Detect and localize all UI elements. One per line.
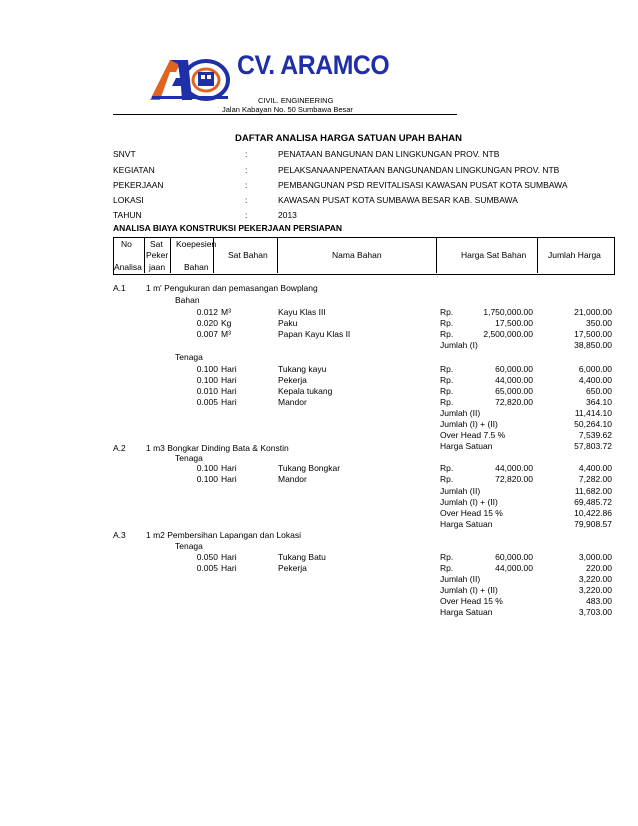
rp: Rp. [440,386,454,396]
koef: 0.010 [196,386,218,396]
item-title: 1 m2 Pembersihan Lapangan dan Lokasi [146,530,301,540]
sat: Hari [221,474,237,484]
sat: Hari [221,364,237,374]
info-label: PEKERJAAN [113,180,164,190]
info-label: TAHUN [113,210,142,220]
jumlah: 220.00 [586,563,612,573]
sat: Hari [221,563,237,573]
info-label: LOKASI [113,195,144,205]
sum-label: Over Head 15 % [440,508,503,518]
sum-label: Harga Satuan [440,519,493,529]
rp: Rp. [440,552,454,562]
sat: M³ [221,307,231,317]
group-label: Bahan [175,295,200,305]
harga: 72,820.00 [495,397,533,407]
section-title: ANALISA BIAYA KONSTRUKSI PEKERJAAN PERSIAPAN [113,223,343,233]
info-value: PELAKSANAANPENATAAN BANGUNANDAN LINGKUNGAN PROV. NTB [278,165,560,175]
nama: Tukang Bongkar [278,463,341,473]
jumlah: 4,400.00 [578,375,612,385]
col-divider [170,237,171,273]
jumlah: 3,000.00 [578,552,612,562]
company-name: CV. ARAMCO [237,50,390,80]
koef: 0.005 [196,397,218,407]
th-analisa: Analisa [114,262,142,272]
sum-label: Over Head 7.5 % [440,430,506,440]
rp: Rp. [440,329,454,339]
sum-value: 3,703.00 [578,607,612,617]
sum-value: 50,264.10 [574,419,612,429]
info-sep: : [245,210,248,220]
sat: Hari [221,463,237,473]
harga: 1,750,000.00 [483,307,533,317]
th-koef: Koepesien [176,239,217,249]
rp: Rp. [440,364,454,374]
info-value: KAWASAN PUSAT KOTA SUMBAWA BESAR KAB. SUMBAWA [278,195,518,205]
sum-value: 11,682.00 [574,486,612,496]
item-no: A.2 [113,443,126,453]
rp: Rp. [440,318,454,328]
header-rule [113,114,457,115]
harga: 65,000.00 [495,386,533,396]
harga: 72,820.00 [495,474,533,484]
rp: Rp. [440,563,454,573]
th-jaan: jaan [149,262,166,272]
sum-label: Jumlah (I) + (II) [440,585,498,595]
koef: 0.012 [196,307,218,317]
col-divider [144,237,145,273]
item-title: 1 m3 Bongkar Dinding Bata & Konstin [146,443,289,453]
nama: Paku [278,318,298,328]
jumlah: 7,282.00 [578,474,612,484]
item-no: A.1 [113,283,126,293]
rp: Rp. [440,375,454,385]
sat: Kg [221,318,232,328]
sat: Hari [221,552,237,562]
sum-value: 483.00 [586,596,612,606]
sum-value: 38,850.00 [574,340,612,350]
info-label: SNVT [113,149,136,159]
sat: Hari [221,397,237,407]
th-koef-bahan: Bahan [184,262,209,272]
th-peker: Peker [146,250,169,260]
sum-value: 10,422.86 [574,508,612,518]
nama: Papan Kayu Klas II [278,329,351,339]
col-divider [436,237,437,273]
harga: 44,000.00 [495,563,533,573]
th-no: No [121,239,132,249]
info-value: PEMBANGUNAN PSD REVITALISASI KAWASAN PUSAT KOTA SUMBAWA [278,180,568,190]
th-nama-bahan: Nama Bahan [332,250,382,260]
company-logo [148,56,230,102]
col-divider [537,237,538,273]
sum-value: 79,908.57 [574,519,612,529]
koef: 0.100 [196,364,218,374]
sum-label: Harga Satuan [440,441,493,451]
nama: Tukang Batu [278,552,326,562]
info-sep: : [245,195,248,205]
info-sep: : [245,165,248,175]
harga: 44,000.00 [495,375,533,385]
nama: Kepala tukang [278,386,333,396]
harga: 2,500,000.00 [483,329,533,339]
info-value: 2013 [278,210,297,220]
sum-label: Harga Satuan [440,607,493,617]
group-label: Tenaga [175,453,203,463]
harga: 17,500.00 [495,318,533,328]
sat: Hari [221,386,237,396]
info-sep: : [245,180,248,190]
koef: 0.100 [196,474,218,484]
sum-label: Jumlah (I) + (II) [440,419,498,429]
rp: Rp. [440,463,454,473]
sum-label: Jumlah (II) [440,486,481,496]
jumlah: 21,000.00 [574,307,612,317]
koef: 0.005 [196,563,218,573]
koef: 0.050 [196,552,218,562]
company-address: Jalan Kabayan No. 50 Sumbawa Besar [222,105,353,114]
harga: 44,000.00 [495,463,533,473]
jumlah: 350.00 [586,318,612,328]
th-harga-sat: Harga Sat Bahan [461,250,527,260]
rp: Rp. [440,307,454,317]
nama: Pekerja [278,375,307,385]
group-label: Tenaga [175,541,203,551]
harga: 60,000.00 [495,552,533,562]
jumlah: 650.00 [586,386,612,396]
jumlah: 17,500.00 [574,329,612,339]
sum-label: Jumlah (I) + (II) [440,497,498,507]
harga: 60,000.00 [495,364,533,374]
rp: Rp. [440,474,454,484]
nama: Tukang kayu [278,364,327,374]
jumlah: 6,000.00 [578,364,612,374]
koef: 0.020 [196,318,218,328]
item-title: 1 m' Pengukuran dan pemasangan Bowplang [146,283,318,293]
item-no: A.3 [113,530,126,540]
doc-title: DAFTAR ANALISA HARGA SATUAN UPAH BAHAN [235,133,462,144]
sum-label: Jumlah (I) [440,340,478,350]
sum-value: 3,220.00 [578,574,612,584]
company-subtitle: CIVIL. ENGINEERING [258,96,334,105]
nama: Kayu Klas III [278,307,326,317]
sat: M³ [221,329,231,339]
col-divider [277,237,278,273]
info-label: KEGIATAN [113,165,155,175]
th-jumlah: Jumlah Harga [548,250,601,260]
info-sep: : [245,149,248,159]
rp: Rp. [440,397,454,407]
sum-value: 69,485.72 [574,497,612,507]
sum-value: 3,220.00 [578,585,612,595]
koef: 0.007 [196,329,218,339]
jumlah: 364.10 [586,397,612,407]
nama: Pekerja [278,563,307,573]
sum-label: Jumlah (II) [440,574,481,584]
sum-value: 11,414.10 [574,408,612,418]
info-value: PENATAAN BANGUNAN DAN LINGKUNGAN PROV. NTB [278,149,500,159]
sum-value: 7,539.62 [578,430,612,440]
koef: 0.100 [196,375,218,385]
group-label: Tenaga [175,352,203,362]
nama: Mandor [278,397,307,407]
jumlah: 4,400.00 [578,463,612,473]
th-sat-bahan: Sat Bahan [228,250,268,260]
koef: 0.100 [196,463,218,473]
sum-label: Over Head 15 % [440,596,503,606]
sum-value: 57,803.72 [574,441,612,451]
sum-label: Jumlah (II) [440,408,481,418]
nama: Mandor [278,474,307,484]
sat: Hari [221,375,237,385]
th-sat: Sat [150,239,163,249]
